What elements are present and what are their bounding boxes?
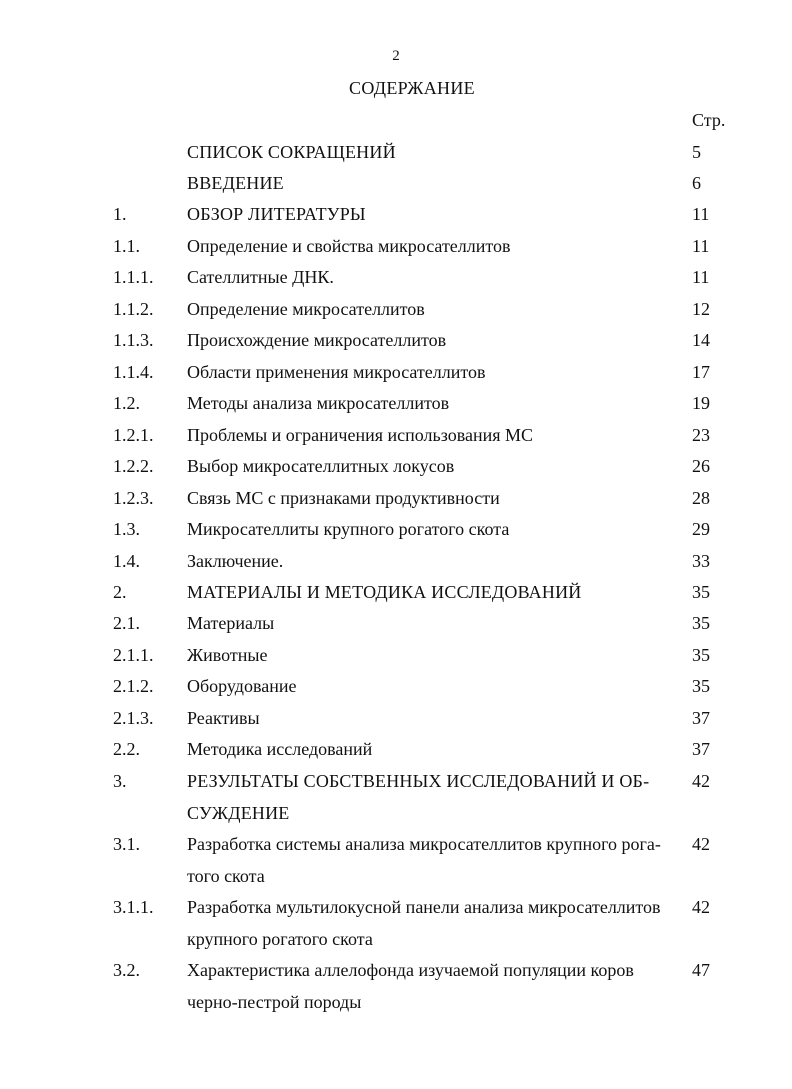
toc-entry-title: Связь МС с признаками продуктивности <box>187 488 500 508</box>
toc-entry-page: 11 <box>692 236 710 256</box>
toc-entry-page: 23 <box>692 425 710 445</box>
toc-entry-title: Происхождение микросателлитов <box>187 330 447 350</box>
toc-entry-title-line: СУЖДЕНИЕ <box>187 803 290 823</box>
toc-entry-page: 14 <box>692 330 710 350</box>
toc-entry-title <box>187 954 683 1018</box>
toc-entry-title: Выбор микросателлитных локусов <box>187 456 455 476</box>
toc-entry-title-line: крупного рогатого скота <box>187 929 373 949</box>
toc-entry-title: ОБЗОР ЛИТЕРАТУРЫ <box>187 204 366 224</box>
toc-entry-number: 1.2.1. <box>113 425 154 445</box>
toc-entry-page: 42 <box>692 771 710 791</box>
toc-entry-title: Определение микросателлитов <box>187 299 425 319</box>
toc-entry-page: 19 <box>692 393 710 413</box>
toc-entry-title: Материалы <box>187 613 275 633</box>
toc-entry-number: 2.1.1. <box>113 645 154 665</box>
toc-entry-page: 35 <box>692 676 710 696</box>
toc-entry-number: 1. <box>113 204 127 224</box>
toc-entry-number: 1.1.2. <box>113 299 154 319</box>
toc-entry-number: 1.1.1. <box>113 267 154 287</box>
toc-entry-title <box>187 765 683 829</box>
toc-entry-number: 1.1.4. <box>113 362 154 382</box>
toc-entry-page: 35 <box>692 582 710 602</box>
toc-entry-title: Проблемы и ограничения использования МС <box>187 425 534 445</box>
toc-entry-number: 2.1.3. <box>113 708 154 728</box>
toc-entry-page: 33 <box>692 551 710 571</box>
toc-entry-title-line: того скота <box>187 866 265 886</box>
toc-entry-title: Методика исследований <box>187 739 373 759</box>
toc-entry-title: Заключение. <box>187 551 284 571</box>
toc-entry-page: 37 <box>692 739 710 759</box>
toc-entry-title: Определение и свойства микросателлитов <box>187 236 511 256</box>
toc-entry-page: 11 <box>692 204 710 224</box>
toc-entry-number: 1.3. <box>113 519 140 539</box>
toc-entry-page: 37 <box>692 708 710 728</box>
toc-entry-number: 2.1.2. <box>113 676 154 696</box>
page-number: 2 <box>392 48 400 64</box>
toc-entry-title-line: черно-пестрой породы <box>187 992 362 1012</box>
toc-entry-page: 35 <box>692 645 710 665</box>
toc-heading: СОДЕРЖАНИЕ <box>349 78 475 98</box>
toc-entry-page: 42 <box>692 834 710 854</box>
toc-entry-page: 47 <box>692 960 710 980</box>
toc-entry-title-line: РЕЗУЛЬТАТЫ СОБСТВЕННЫХ ИССЛЕДОВАНИЙ И ОБ- <box>187 771 650 791</box>
toc-entry-number: 1.1. <box>113 236 140 256</box>
toc-entry-page: 26 <box>692 456 710 476</box>
toc-entry-number: 1.1.3. <box>113 330 154 350</box>
toc-entry-number: 3.1.1. <box>113 897 154 917</box>
toc-entry-number: 2.1. <box>113 613 140 633</box>
toc-entry-title <box>187 828 683 892</box>
toc-entry-page: 6 <box>692 173 701 193</box>
toc-entry-title: ВВЕДЕНИЕ <box>187 173 284 193</box>
toc-entry-page: 17 <box>692 362 710 382</box>
toc-entry-number: 3.2. <box>113 960 140 980</box>
toc-entry-title: Микросателлиты крупного рогатого скота <box>187 519 510 539</box>
toc-entry-title: Области применения микросателлитов <box>187 362 486 382</box>
toc-entry-title: Методы анализа микросателлитов <box>187 393 450 413</box>
toc-entry-number: 1.2.3. <box>113 488 154 508</box>
toc-entry-title: Реактивы <box>187 708 260 728</box>
toc-entry-number: 1.2.2. <box>113 456 154 476</box>
toc-entry-title-line: Характеристика аллелофонда изучаемой популяции коров <box>187 960 634 980</box>
toc-entry-page: 5 <box>692 142 701 162</box>
toc-entry-number: 2.2. <box>113 739 140 759</box>
toc-entry-title-line: Разработка мультилокусной панели анализа микросателлитов <box>187 897 661 917</box>
toc-entry-title: СПИСОК СОКРАЩЕНИЙ <box>187 142 396 162</box>
toc-entry-title <box>187 891 683 955</box>
page-column-label: Стр. <box>692 110 726 130</box>
toc-entry-page: 11 <box>692 267 710 287</box>
toc-entry-title: МАТЕРИАЛЫ И МЕТОДИКА ИССЛЕДОВАНИЙ <box>187 582 582 602</box>
toc-entry-number: 3.1. <box>113 834 140 854</box>
toc-entry-page: 28 <box>692 488 710 508</box>
toc-entry-number: 3. <box>113 771 127 791</box>
toc-entry-title-line: Разработка системы анализа микросателлитов крупного рога- <box>187 834 661 854</box>
toc-entry-page: 35 <box>692 613 710 633</box>
toc-entry-title: Оборудование <box>187 676 297 696</box>
toc-entry-number: 2. <box>113 582 127 602</box>
toc-entry-title: Животные <box>187 645 268 665</box>
toc-entry-page: 42 <box>692 897 710 917</box>
toc-entry-page: 12 <box>692 299 710 319</box>
toc-entry-title: Сателлитные ДНК. <box>187 267 334 287</box>
toc-entry-number: 1.4. <box>113 551 140 571</box>
toc-entry-number: 1.2. <box>113 393 140 413</box>
toc-entry-page: 29 <box>692 519 710 539</box>
